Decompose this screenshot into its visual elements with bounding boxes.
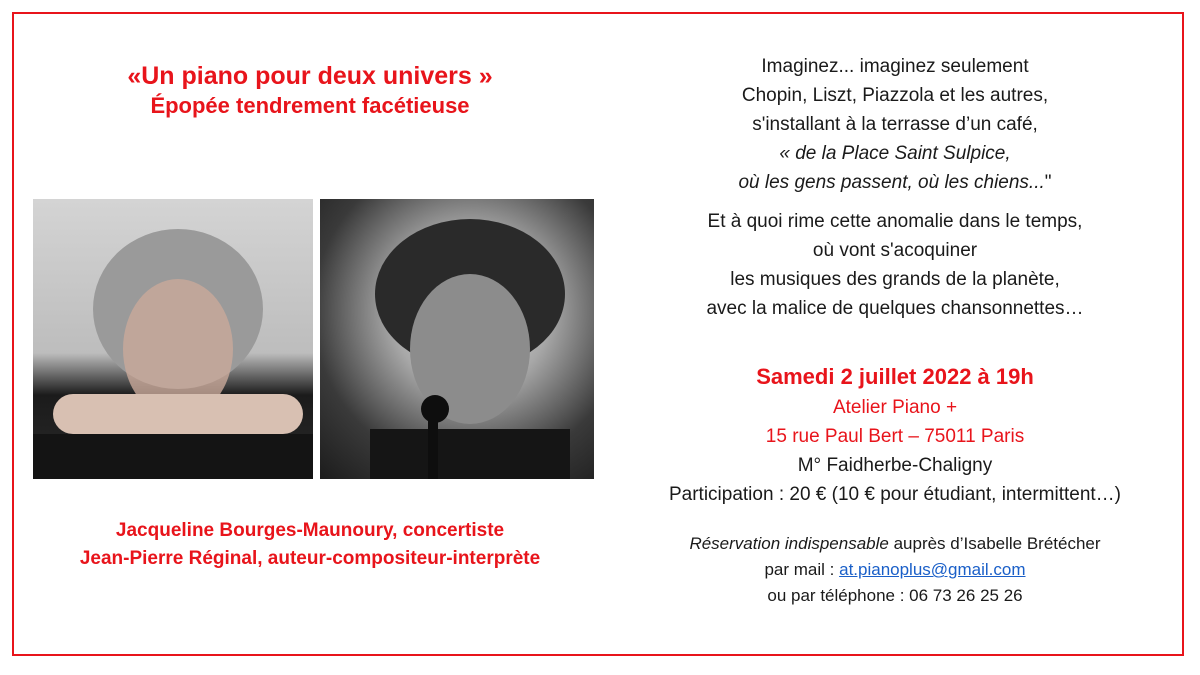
quote-line: [600, 168, 1190, 197]
portrait-jean-pierre: [320, 199, 594, 479]
mail-label: par mail :: [764, 560, 840, 579]
event-title: «Un piano pour deux univers »: [127, 62, 493, 90]
text-line: Et à quoi rime cette anomalie dans le temps,: [707, 211, 1083, 232]
text-line: Chopin, Liszt, Piazzola et les autres,: [741, 85, 1049, 106]
right-column: [600, 52, 1190, 609]
left-column: [20, 60, 600, 120]
text-line: avec la malice de quelques chansonnettes…: [706, 298, 1084, 319]
text-line: Imaginez... imaginez seulement: [761, 56, 1029, 77]
email-link[interactable]: at.pianoplus@gmail.com: [839, 560, 1026, 579]
venue-address: 15 rue Paul Bert – 75011 Paris: [765, 426, 1025, 447]
reservation-rest: auprès d’Isabelle Brétécher: [888, 534, 1101, 553]
quote-end: ": [1044, 172, 1052, 193]
mail-line: [600, 557, 1190, 583]
event-date: Samedi 2 juillet 2022 à 19h: [756, 364, 1034, 389]
portrait-jacqueline: [33, 199, 313, 479]
reservation-line: [600, 531, 1190, 557]
quote-italic: où les gens passent, où les chiens...: [738, 172, 1045, 193]
performers: [20, 517, 600, 573]
reservation-italic: Réservation indispensable: [689, 534, 889, 553]
reservation: [600, 531, 1190, 609]
venue-name: Atelier Piano +: [832, 397, 958, 418]
phone-line: ou par téléphone : 06 73 26 25 26: [767, 586, 1023, 605]
text-line: les musiques des grands de la planète,: [730, 269, 1060, 290]
credit-jacqueline: Jacqueline Bourges-Maunoury, concertiste: [115, 520, 505, 541]
event-subtitle: Épopée tendrement facétieuse: [150, 93, 470, 118]
credit-jean-pierre: Jean-Pierre Réginal, auteur-compositeur-interprète: [79, 548, 541, 569]
metro-station: M° Faidherbe-Chaligny: [797, 455, 993, 476]
quote-line: « de la Place Saint Sulpice,: [779, 143, 1011, 164]
text-line: où vont s'acoquiner: [812, 240, 978, 261]
text-line: s'installant à la terrasse d’un café,: [752, 114, 1038, 135]
photos: [33, 199, 594, 479]
price: Participation : 20 € (10 € pour étudiant, intermittent…): [668, 484, 1122, 505]
